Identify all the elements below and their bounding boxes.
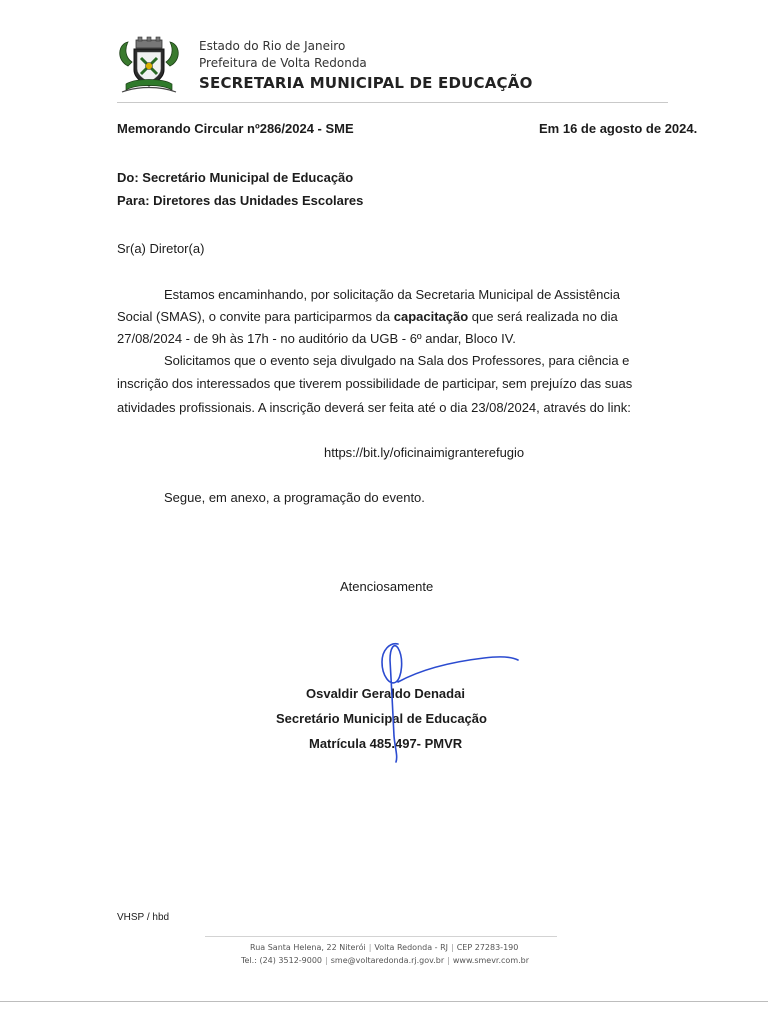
- body-paragraph-1-line-2: [117, 309, 618, 325]
- signer-name: Osvaldir Geraldo Denadai: [306, 686, 465, 701]
- body-text: Social (SMAS), o convite para participarmos da: [117, 309, 394, 324]
- header-state: Estado do Rio de Janeiro: [199, 39, 346, 53]
- body-paragraph-1-line-3: 27/08/2024 - de 9h às 17h - no auditório da UGB - 6º andar, Bloco IV.: [117, 331, 516, 346]
- salutation: Sr(a) Diretor(a): [117, 241, 205, 256]
- footer-phone: Tel.: (24) 3512-9000: [241, 956, 323, 965]
- body-paragraph-1-line-1: Estamos encaminhando, por solicitação da Secretaria Municipal de Assistência: [164, 287, 620, 302]
- memo-from: Do: Secretário Municipal de Educação: [117, 170, 354, 185]
- body-paragraph-2-line-2: inscrição dos interessados que tiverem possibilidade de participar, sem prejuízo das suas: [117, 376, 633, 391]
- page-bottom-edge: [0, 1001, 768, 1002]
- memo-to: Para: Diretores das Unidades Escolares: [117, 193, 364, 208]
- emphasis-training: capacitação: [393, 309, 469, 324]
- footer-email[interactable]: sme@voltaredonda.rj.gov.br: [330, 956, 445, 965]
- header-city-hall: Prefeitura de Volta Redonda: [199, 56, 367, 70]
- footer-contact-line: Tel.: (24) 3512-9000 | sme@voltaredonda.rj.gov.br | www.smevr.com.br: [241, 956, 530, 965]
- body-text: que será realizada no dia: [468, 309, 618, 324]
- signer-role: Secretário Municipal de Educação: [276, 711, 487, 726]
- footer-address: Rua Santa Helena, 22 Niterói: [250, 943, 366, 952]
- footer-divider: [205, 936, 557, 937]
- footer-address-line: Rua Santa Helena, 22 Niterói | Volta Redonda - RJ | CEP 27283-190: [250, 943, 519, 952]
- body-paragraph-2-line-3: atividades profissionais. A inscrição deverá ser feita até o dia 23/08/2024, através do link:: [117, 400, 631, 415]
- memo-date: Em 16 de agosto de 2024.: [539, 121, 698, 136]
- body-paragraph-2-line-1: Solicitamos que o evento seja divulgado na Sala dos Professores, para ciência e: [164, 353, 630, 368]
- closing: Atenciosamente: [340, 579, 434, 594]
- signer-registration: Matrícula 485.497- PMVR: [309, 736, 463, 751]
- author-initials: VHSP / hbd: [117, 912, 170, 923]
- footer-city: Volta Redonda - RJ: [374, 943, 449, 952]
- handwritten-signature: [360, 636, 530, 766]
- header-department: SECRETARIA MUNICIPAL DE EDUCAÇÃO: [199, 74, 533, 92]
- footer-site[interactable]: www.smevr.com.br: [452, 956, 530, 965]
- header-divider: [117, 102, 668, 103]
- memo-reference: Memorando Circular nº286/2024 - SME: [117, 121, 354, 136]
- footer-cep: CEP 27283-190: [456, 943, 519, 952]
- annex-note: Segue, em anexo, a programação do evento.: [164, 490, 425, 505]
- registration-link[interactable]: https://bit.ly/oficinaimigranterefugio: [324, 445, 525, 460]
- coat-of-arms-icon: [114, 36, 184, 98]
